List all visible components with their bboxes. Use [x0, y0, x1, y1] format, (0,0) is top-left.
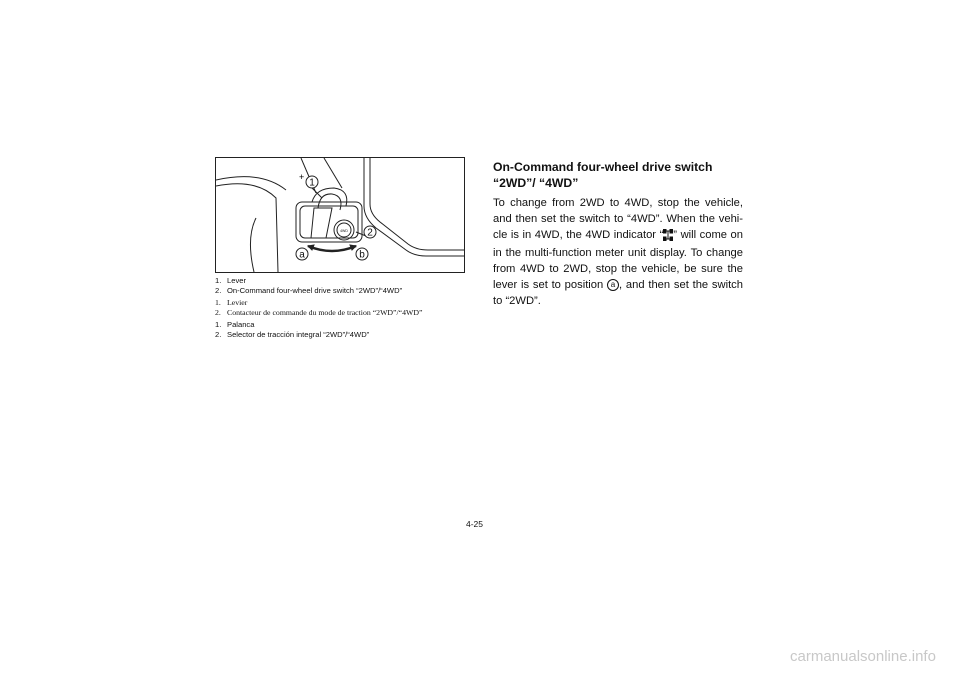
caption-row: 1. Lever — [215, 276, 246, 285]
plus-mark: + — [299, 172, 305, 182]
caption-row: 2. Selector de tracción integral “2WD”/“4WD” — [215, 329, 370, 339]
four-wheel-drive-section — [493, 160, 743, 310]
watermark: carmanualsonline.info — [790, 648, 936, 665]
captions-spanish — [215, 320, 485, 339]
position-a-mark: a — [607, 279, 619, 291]
captions-french — [215, 298, 485, 317]
caption-row: 2. Contacteur de commande du mode de traction “2WD”/“4WD” — [215, 307, 423, 317]
caption-text: On-Command four-wheel drive switch “2WD”/“4WD” — [227, 285, 403, 295]
callout-b: b — [359, 249, 365, 261]
caption-text: Selector de tracción integral “2WD”/“4WD” — [227, 329, 370, 339]
figure-captions — [215, 276, 485, 343]
caption-text: Contacteur de commande du mode de traction “2WD”/“4WD” — [227, 307, 423, 317]
caption-text: Palanca — [227, 320, 255, 330]
caption-row: 2. On-Command four-wheel drive switch “2WD”/“4WD” — [215, 285, 403, 295]
four-wheel-drive-indicator-icon — [663, 229, 673, 247]
callout-1: 1 — [309, 177, 315, 189]
caption-row: 1. Levier — [215, 298, 248, 308]
lever-switch-illustration — [215, 157, 465, 273]
callout-a: a — [299, 249, 305, 261]
page-number: 4-25 — [466, 519, 484, 529]
caption-row: 1. Palanca — [215, 320, 255, 330]
switch-label: 4WD — [340, 229, 348, 233]
caption-text: Lever — [227, 276, 246, 285]
captions-english — [215, 276, 485, 295]
caption-text: Levier — [227, 298, 248, 308]
section-paragraph: To change from 2WD to 4WD, stop the vehicle, and then set the switch to “4WD”. When the vehi- cle is in 4WD, the 4WD indicator “ ” will come on in the multi-function meter unit display. To change from 4WD to 2WD, stop the vehicle, be sure the lever is set to position a , and then set the switch to “2WD”. — [493, 197, 743, 307]
section-heading: On-Command four-wheel drive switch “2WD”/ “4WD” — [493, 160, 713, 190]
illustration-drawing — [216, 158, 464, 272]
callout-2: 2 — [367, 227, 373, 239]
